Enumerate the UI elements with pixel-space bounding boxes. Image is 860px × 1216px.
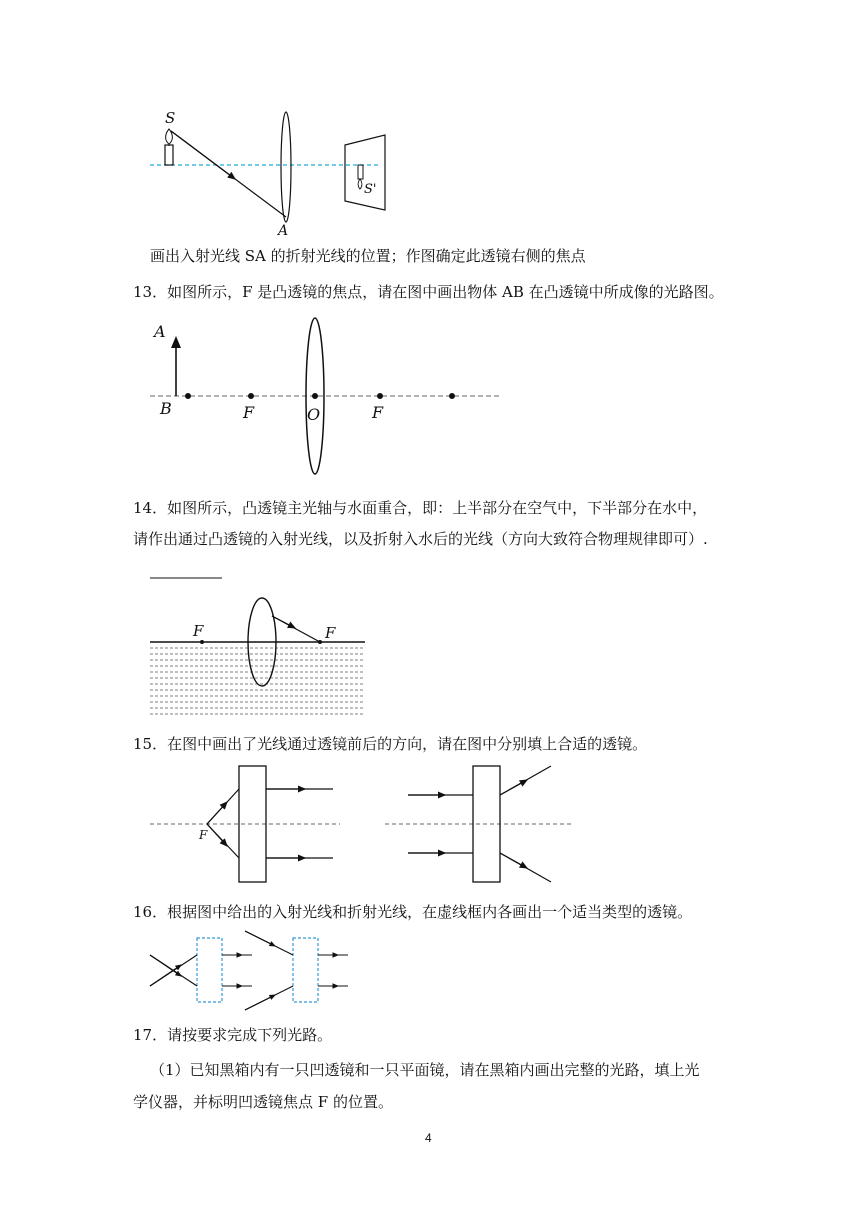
figure-q14 — [145, 570, 370, 718]
label-s-prime: S' — [364, 182, 377, 197]
label-s: S — [165, 109, 176, 127]
convex-lens — [281, 112, 291, 222]
q15-text: 15．在图中画出了光线通过透镜前后的方向，请在图中分别填上合适的透镜。 — [133, 735, 648, 753]
label-a: A — [154, 322, 166, 341]
figure-q12 — [140, 105, 400, 240]
page-number: 4 — [425, 1131, 432, 1145]
q14-line2: 请作出通过凸透镜的入射光线，以及折射入水后的光线（方向大致符合物理规律即可）. — [133, 530, 708, 548]
figure-q16 — [145, 928, 360, 1014]
label-f-right: F — [325, 624, 336, 642]
q12-caption: 画出入射光线 SA 的折射光线的位置；作图确定此透镜右侧的焦点 — [150, 247, 586, 265]
water-surface-hatching — [150, 648, 365, 714]
label-f: F — [199, 828, 208, 842]
q13-text: 13．如图所示，F 是凸透镜的焦点，请在图中画出物体 AB 在凸透镜中所成像的光路图。 — [133, 283, 724, 301]
q17-sub1-line2: 学仪器，并标明凹透镜焦点 F 的位置。 — [133, 1093, 393, 1111]
q14-line1: 14．如图所示，凸透镜主光轴与水面重合，即：上半部分在空气中，下半部分在水中， — [133, 499, 708, 517]
label-f-right: F — [372, 403, 384, 422]
dashed-box-left — [197, 938, 222, 1002]
label-o: O — [307, 405, 321, 424]
dashed-box-right — [293, 938, 318, 1002]
figure-q15 — [145, 760, 585, 890]
label-a: A — [278, 223, 289, 239]
q17-text: 17．请按要求完成下列光路。 — [133, 1026, 333, 1044]
candle-body — [165, 145, 173, 165]
screen — [345, 135, 385, 210]
label-f-left: F — [243, 403, 255, 422]
q16-text: 16．根据图中给出的入射光线和折射光线，在虚线框内各画出一个适当类型的透镜。 — [133, 903, 693, 921]
label-b: B — [160, 399, 172, 418]
q17-sub1-line1: （1）已知黑箱内有一只凹透镜和一只平面镜，请在黑箱内画出完整的光路，填上光 — [150, 1061, 700, 1079]
figure-q13 — [140, 312, 510, 478]
label-f-left: F — [193, 622, 204, 640]
